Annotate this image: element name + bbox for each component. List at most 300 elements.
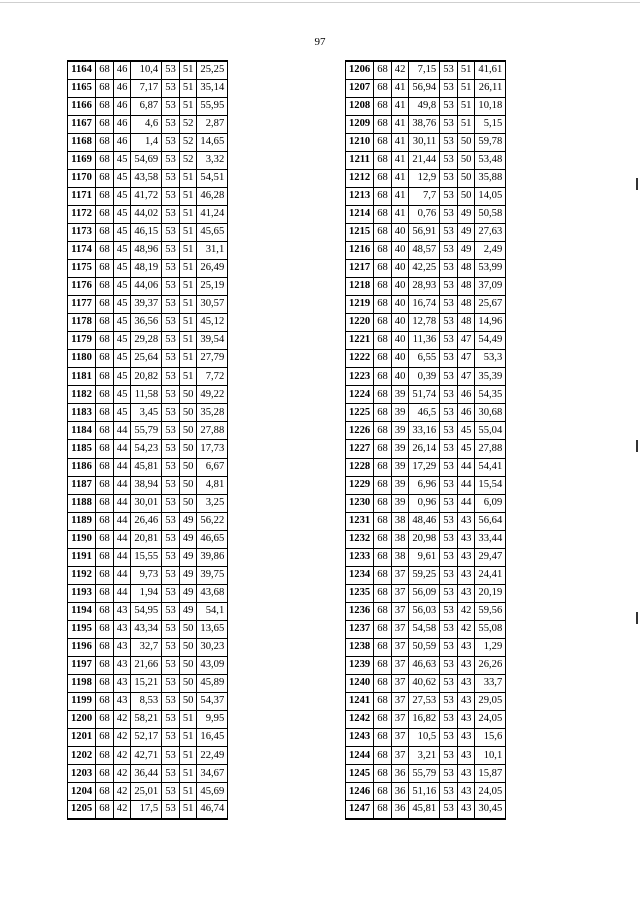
lat-minutes-cell: 44 xyxy=(113,566,131,584)
lon-minutes-cell: 51 xyxy=(179,350,197,368)
lon-degrees-cell: 53 xyxy=(440,729,458,747)
lon-degrees-cell: 53 xyxy=(440,801,458,819)
point-number-cell: 1192 xyxy=(68,566,96,584)
lon-seconds-cell: 53,3 xyxy=(475,350,506,368)
point-number-cell: 1228 xyxy=(346,458,374,476)
lon-degrees-cell: 53 xyxy=(440,187,458,205)
page-number: 97 xyxy=(314,36,326,48)
lon-seconds-cell: 39,75 xyxy=(197,566,228,584)
lat-seconds-cell: 56,09 xyxy=(409,584,440,602)
point-number-cell: 1183 xyxy=(68,404,96,422)
lat-degrees-cell: 68 xyxy=(374,260,392,278)
lat-minutes-cell: 43 xyxy=(113,602,131,620)
binding-mark xyxy=(636,440,638,452)
lat-minutes-cell: 42 xyxy=(113,801,131,819)
lon-minutes-cell: 48 xyxy=(457,278,475,296)
lon-minutes-cell: 50 xyxy=(457,187,475,205)
lat-seconds-cell: 3,45 xyxy=(131,404,162,422)
lon-minutes-cell: 43 xyxy=(457,783,475,801)
lon-seconds-cell: 24,41 xyxy=(475,566,506,584)
table-row xyxy=(346,97,506,115)
lat-seconds-cell: 1,94 xyxy=(131,584,162,602)
lon-degrees-cell: 53 xyxy=(440,169,458,187)
lat-minutes-cell: 36 xyxy=(391,783,409,801)
point-number-cell: 1190 xyxy=(68,530,96,548)
lon-seconds-cell: 9,95 xyxy=(197,711,228,729)
lat-seconds-cell: 16,74 xyxy=(409,296,440,314)
table-row xyxy=(68,241,228,259)
lat-seconds-cell: 12,78 xyxy=(409,314,440,332)
lat-seconds-cell: 43,34 xyxy=(131,620,162,638)
lat-minutes-cell: 41 xyxy=(391,79,409,97)
point-number-cell: 1203 xyxy=(68,765,96,783)
lat-seconds-cell: 48,57 xyxy=(409,241,440,259)
table-row xyxy=(346,241,506,259)
lat-seconds-cell: 45,81 xyxy=(409,801,440,819)
lon-degrees-cell: 53 xyxy=(440,97,458,115)
lon-degrees-cell: 53 xyxy=(162,476,180,494)
point-number-cell: 1169 xyxy=(68,151,96,169)
lat-degrees-cell: 68 xyxy=(96,260,114,278)
lat-degrees-cell: 68 xyxy=(96,404,114,422)
lon-seconds-cell: 4,81 xyxy=(197,476,228,494)
lat-degrees-cell: 68 xyxy=(374,620,392,638)
lat-seconds-cell: 46,5 xyxy=(409,404,440,422)
lat-seconds-cell: 44,02 xyxy=(131,205,162,223)
lat-minutes-cell: 37 xyxy=(391,620,409,638)
point-number-cell: 1168 xyxy=(68,133,96,151)
lon-seconds-cell: 26,26 xyxy=(475,657,506,675)
lon-seconds-cell: 46,74 xyxy=(197,801,228,819)
lat-seconds-cell: 4,6 xyxy=(131,115,162,133)
lon-seconds-cell: 33,7 xyxy=(475,675,506,693)
lon-seconds-cell: 27,88 xyxy=(475,440,506,458)
lon-degrees-cell: 53 xyxy=(440,205,458,223)
point-number-cell: 1207 xyxy=(346,79,374,97)
lat-seconds-cell: 54,95 xyxy=(131,602,162,620)
lat-minutes-cell: 46 xyxy=(113,115,131,133)
point-number-cell: 1174 xyxy=(68,241,96,259)
lon-seconds-cell: 15,87 xyxy=(475,765,506,783)
point-number-cell: 1184 xyxy=(68,422,96,440)
lon-seconds-cell: 10,18 xyxy=(475,97,506,115)
table-row xyxy=(346,79,506,97)
table-row xyxy=(346,458,506,476)
lat-degrees-cell: 68 xyxy=(374,278,392,296)
lon-minutes-cell: 43 xyxy=(457,693,475,711)
lat-minutes-cell: 45 xyxy=(113,350,131,368)
lon-minutes-cell: 52 xyxy=(179,133,197,151)
lat-seconds-cell: 8,53 xyxy=(131,693,162,711)
lat-degrees-cell: 68 xyxy=(374,783,392,801)
lat-seconds-cell: 32,7 xyxy=(131,639,162,657)
lat-seconds-cell: 10,4 xyxy=(131,61,162,79)
lon-minutes-cell: 51 xyxy=(179,97,197,115)
lat-seconds-cell: 29,28 xyxy=(131,332,162,350)
lat-minutes-cell: 41 xyxy=(391,187,409,205)
table-row xyxy=(68,801,228,819)
lon-degrees-cell: 53 xyxy=(162,115,180,133)
lat-degrees-cell: 68 xyxy=(374,314,392,332)
lat-minutes-cell: 40 xyxy=(391,314,409,332)
lat-minutes-cell: 41 xyxy=(391,97,409,115)
point-number-cell: 1199 xyxy=(68,693,96,711)
lat-degrees-cell: 68 xyxy=(374,350,392,368)
lat-degrees-cell: 68 xyxy=(374,151,392,169)
lon-seconds-cell: 14,65 xyxy=(197,133,228,151)
lat-degrees-cell: 68 xyxy=(96,223,114,241)
binding-mark xyxy=(636,612,638,624)
lon-seconds-cell: 29,05 xyxy=(475,693,506,711)
table-row xyxy=(68,422,228,440)
lat-degrees-cell: 68 xyxy=(374,296,392,314)
lon-degrees-cell: 53 xyxy=(440,584,458,602)
lon-degrees-cell: 53 xyxy=(162,241,180,259)
lat-minutes-cell: 45 xyxy=(113,404,131,422)
lon-degrees-cell: 53 xyxy=(162,386,180,404)
lon-seconds-cell: 59,78 xyxy=(475,133,506,151)
table-row xyxy=(68,494,228,512)
point-number-cell: 1221 xyxy=(346,332,374,350)
lat-minutes-cell: 44 xyxy=(113,584,131,602)
lon-minutes-cell: 51 xyxy=(179,314,197,332)
table-row xyxy=(346,440,506,458)
lat-minutes-cell: 44 xyxy=(113,512,131,530)
point-number-cell: 1193 xyxy=(68,584,96,602)
lon-degrees-cell: 53 xyxy=(440,530,458,548)
table-row xyxy=(346,205,506,223)
lat-seconds-cell: 30,01 xyxy=(131,494,162,512)
lon-seconds-cell: 15,54 xyxy=(475,476,506,494)
point-number-cell: 1239 xyxy=(346,657,374,675)
lon-degrees-cell: 53 xyxy=(440,566,458,584)
point-number-cell: 1235 xyxy=(346,584,374,602)
lat-minutes-cell: 37 xyxy=(391,657,409,675)
lon-seconds-cell: 55,08 xyxy=(475,620,506,638)
top-edge-rule xyxy=(0,2,640,3)
point-number-cell: 1189 xyxy=(68,512,96,530)
table-row xyxy=(346,368,506,386)
lon-seconds-cell: 13,65 xyxy=(197,620,228,638)
lon-minutes-cell: 42 xyxy=(457,602,475,620)
point-number-cell: 1216 xyxy=(346,241,374,259)
point-number-cell: 1167 xyxy=(68,115,96,133)
lat-seconds-cell: 7,17 xyxy=(131,79,162,97)
lon-minutes-cell: 45 xyxy=(457,422,475,440)
lon-seconds-cell: 54,1 xyxy=(197,602,228,620)
lon-degrees-cell: 53 xyxy=(440,332,458,350)
lon-seconds-cell: 6,09 xyxy=(475,494,506,512)
lat-degrees-cell: 68 xyxy=(96,657,114,675)
point-number-cell: 1173 xyxy=(68,223,96,241)
lat-degrees-cell: 68 xyxy=(374,657,392,675)
lat-seconds-cell: 58,21 xyxy=(131,711,162,729)
table-row xyxy=(346,296,506,314)
point-number-cell: 1180 xyxy=(68,350,96,368)
point-number-cell: 1166 xyxy=(68,97,96,115)
lat-minutes-cell: 37 xyxy=(391,747,409,765)
lon-seconds-cell: 14,96 xyxy=(475,314,506,332)
lon-degrees-cell: 53 xyxy=(162,801,180,819)
lat-minutes-cell: 43 xyxy=(113,657,131,675)
lon-minutes-cell: 51 xyxy=(179,205,197,223)
lon-seconds-cell: 26,11 xyxy=(475,79,506,97)
lat-degrees-cell: 68 xyxy=(96,584,114,602)
table-row xyxy=(68,440,228,458)
lon-degrees-cell: 53 xyxy=(162,584,180,602)
lat-seconds-cell: 7,15 xyxy=(409,61,440,79)
point-number-cell: 1179 xyxy=(68,332,96,350)
lon-seconds-cell: 16,45 xyxy=(197,729,228,747)
table-row xyxy=(346,801,506,819)
point-number-cell: 1188 xyxy=(68,494,96,512)
lon-minutes-cell: 49 xyxy=(457,205,475,223)
point-number-cell: 1204 xyxy=(68,783,96,801)
point-number-cell: 1227 xyxy=(346,440,374,458)
lat-minutes-cell: 40 xyxy=(391,241,409,259)
lat-seconds-cell: 21,66 xyxy=(131,657,162,675)
lon-minutes-cell: 51 xyxy=(179,169,197,187)
lon-minutes-cell: 50 xyxy=(179,476,197,494)
lon-degrees-cell: 53 xyxy=(440,314,458,332)
table-row xyxy=(68,729,228,747)
lat-seconds-cell: 1,4 xyxy=(131,133,162,151)
lat-minutes-cell: 39 xyxy=(391,422,409,440)
lon-degrees-cell: 53 xyxy=(440,368,458,386)
lon-minutes-cell: 51 xyxy=(179,332,197,350)
point-number-cell: 1177 xyxy=(68,296,96,314)
table-row xyxy=(68,79,228,97)
point-number-cell: 1224 xyxy=(346,386,374,404)
point-number-cell: 1171 xyxy=(68,187,96,205)
lon-minutes-cell: 50 xyxy=(179,620,197,638)
point-number-cell: 1170 xyxy=(68,169,96,187)
lon-seconds-cell: 35,88 xyxy=(475,169,506,187)
point-number-cell: 1209 xyxy=(346,115,374,133)
lat-seconds-cell: 49,8 xyxy=(409,97,440,115)
point-number-cell: 1195 xyxy=(68,620,96,638)
point-number-cell: 1165 xyxy=(68,79,96,97)
lon-seconds-cell: 35,28 xyxy=(197,404,228,422)
lon-minutes-cell: 50 xyxy=(179,440,197,458)
lat-seconds-cell: 21,44 xyxy=(409,151,440,169)
lat-degrees-cell: 68 xyxy=(374,747,392,765)
lat-degrees-cell: 68 xyxy=(96,747,114,765)
lat-minutes-cell: 45 xyxy=(113,223,131,241)
lon-degrees-cell: 53 xyxy=(162,783,180,801)
lat-degrees-cell: 68 xyxy=(96,314,114,332)
lat-degrees-cell: 68 xyxy=(374,404,392,422)
lon-minutes-cell: 47 xyxy=(457,368,475,386)
lon-minutes-cell: 43 xyxy=(457,657,475,675)
table-row xyxy=(346,61,506,79)
lon-seconds-cell: 43,09 xyxy=(197,657,228,675)
lat-minutes-cell: 41 xyxy=(391,205,409,223)
lon-minutes-cell: 51 xyxy=(179,223,197,241)
table-row xyxy=(346,115,506,133)
lon-minutes-cell: 50 xyxy=(457,151,475,169)
lat-minutes-cell: 39 xyxy=(391,386,409,404)
point-number-cell: 1205 xyxy=(68,801,96,819)
table-row xyxy=(68,386,228,404)
point-number-cell: 1237 xyxy=(346,620,374,638)
lat-minutes-cell: 38 xyxy=(391,548,409,566)
lat-seconds-cell: 0,39 xyxy=(409,368,440,386)
lon-degrees-cell: 53 xyxy=(440,296,458,314)
lon-seconds-cell: 46,65 xyxy=(197,530,228,548)
lat-minutes-cell: 37 xyxy=(391,711,409,729)
lon-degrees-cell: 53 xyxy=(440,675,458,693)
point-number-cell: 1181 xyxy=(68,368,96,386)
lon-seconds-cell: 30,57 xyxy=(197,296,228,314)
lat-seconds-cell: 28,93 xyxy=(409,278,440,296)
lat-minutes-cell: 37 xyxy=(391,602,409,620)
lon-seconds-cell: 25,19 xyxy=(197,278,228,296)
lon-degrees-cell: 53 xyxy=(162,314,180,332)
lat-seconds-cell: 56,91 xyxy=(409,223,440,241)
lon-seconds-cell: 55,04 xyxy=(475,422,506,440)
lat-degrees-cell: 68 xyxy=(96,296,114,314)
lat-minutes-cell: 39 xyxy=(391,440,409,458)
point-number-cell: 1200 xyxy=(68,711,96,729)
lat-degrees-cell: 68 xyxy=(96,205,114,223)
lat-seconds-cell: 36,44 xyxy=(131,765,162,783)
lon-seconds-cell: 31,1 xyxy=(197,241,228,259)
lon-degrees-cell: 53 xyxy=(162,368,180,386)
lat-degrees-cell: 68 xyxy=(96,61,114,79)
point-number-cell: 1234 xyxy=(346,566,374,584)
lat-degrees-cell: 68 xyxy=(96,97,114,115)
lat-seconds-cell: 51,74 xyxy=(409,386,440,404)
lat-degrees-cell: 68 xyxy=(374,440,392,458)
table-row xyxy=(68,133,228,151)
lat-degrees-cell: 68 xyxy=(96,639,114,657)
lat-seconds-cell: 59,25 xyxy=(409,566,440,584)
lat-seconds-cell: 56,94 xyxy=(409,79,440,97)
lat-degrees-cell: 68 xyxy=(374,512,392,530)
lon-seconds-cell: 2,87 xyxy=(197,115,228,133)
lon-minutes-cell: 49 xyxy=(179,548,197,566)
lat-seconds-cell: 39,37 xyxy=(131,296,162,314)
point-number-cell: 1236 xyxy=(346,602,374,620)
point-number-cell: 1178 xyxy=(68,314,96,332)
lon-minutes-cell: 49 xyxy=(179,530,197,548)
lon-degrees-cell: 53 xyxy=(162,61,180,79)
table-row xyxy=(68,747,228,765)
coordinates-table-right xyxy=(345,60,506,820)
table-row xyxy=(68,368,228,386)
lat-minutes-cell: 40 xyxy=(391,350,409,368)
lon-minutes-cell: 51 xyxy=(179,260,197,278)
table-row xyxy=(68,476,228,494)
table-row xyxy=(346,693,506,711)
lon-seconds-cell: 53,99 xyxy=(475,260,506,278)
lon-minutes-cell: 50 xyxy=(457,133,475,151)
lat-minutes-cell: 46 xyxy=(113,61,131,79)
lat-degrees-cell: 68 xyxy=(374,115,392,133)
point-number-cell: 1246 xyxy=(346,783,374,801)
lat-degrees-cell: 68 xyxy=(374,169,392,187)
lat-minutes-cell: 43 xyxy=(113,639,131,657)
lon-degrees-cell: 53 xyxy=(440,602,458,620)
lat-degrees-cell: 68 xyxy=(374,530,392,548)
lon-minutes-cell: 48 xyxy=(457,296,475,314)
lat-degrees-cell: 68 xyxy=(374,729,392,747)
lon-minutes-cell: 51 xyxy=(179,747,197,765)
lon-seconds-cell: 35,14 xyxy=(197,79,228,97)
table-row xyxy=(346,548,506,566)
lat-minutes-cell: 45 xyxy=(113,368,131,386)
lat-seconds-cell: 11,58 xyxy=(131,386,162,404)
point-number-cell: 1223 xyxy=(346,368,374,386)
lon-minutes-cell: 43 xyxy=(457,512,475,530)
table-row xyxy=(68,97,228,115)
table-row xyxy=(68,260,228,278)
lat-seconds-cell: 16,82 xyxy=(409,711,440,729)
lat-minutes-cell: 43 xyxy=(113,675,131,693)
lon-degrees-cell: 53 xyxy=(440,711,458,729)
lon-degrees-cell: 53 xyxy=(440,350,458,368)
lat-degrees-cell: 68 xyxy=(96,368,114,386)
lat-seconds-cell: 43,58 xyxy=(131,169,162,187)
lon-minutes-cell: 51 xyxy=(179,783,197,801)
lat-degrees-cell: 68 xyxy=(374,801,392,819)
lon-minutes-cell: 43 xyxy=(457,747,475,765)
lon-degrees-cell: 53 xyxy=(440,747,458,765)
table-row xyxy=(68,530,228,548)
lon-seconds-cell: 49,22 xyxy=(197,386,228,404)
lat-seconds-cell: 12,9 xyxy=(409,169,440,187)
lon-minutes-cell: 50 xyxy=(179,404,197,422)
point-number-cell: 1240 xyxy=(346,675,374,693)
lon-degrees-cell: 53 xyxy=(162,223,180,241)
table-row xyxy=(68,783,228,801)
lon-degrees-cell: 53 xyxy=(440,494,458,512)
lon-seconds-cell: 56,64 xyxy=(475,512,506,530)
point-number-cell: 1175 xyxy=(68,260,96,278)
table-row xyxy=(346,151,506,169)
lat-minutes-cell: 44 xyxy=(113,548,131,566)
lon-seconds-cell: 14,05 xyxy=(475,187,506,205)
lat-degrees-cell: 68 xyxy=(374,368,392,386)
lon-minutes-cell: 50 xyxy=(179,657,197,675)
lat-seconds-cell: 17,29 xyxy=(409,458,440,476)
point-number-cell: 1213 xyxy=(346,187,374,205)
lon-minutes-cell: 51 xyxy=(179,241,197,259)
lon-seconds-cell: 41,61 xyxy=(475,61,506,79)
point-number-cell: 1242 xyxy=(346,711,374,729)
lon-minutes-cell: 43 xyxy=(457,639,475,657)
lat-degrees-cell: 68 xyxy=(374,602,392,620)
lat-seconds-cell: 9,73 xyxy=(131,566,162,584)
point-number-cell: 1229 xyxy=(346,476,374,494)
lat-degrees-cell: 68 xyxy=(374,97,392,115)
lat-degrees-cell: 68 xyxy=(96,79,114,97)
lon-degrees-cell: 53 xyxy=(162,711,180,729)
lon-degrees-cell: 53 xyxy=(440,440,458,458)
lat-degrees-cell: 68 xyxy=(96,620,114,638)
lat-seconds-cell: 38,94 xyxy=(131,476,162,494)
lon-degrees-cell: 53 xyxy=(440,278,458,296)
point-number-cell: 1211 xyxy=(346,151,374,169)
lat-degrees-cell: 68 xyxy=(96,386,114,404)
lat-seconds-cell: 6,55 xyxy=(409,350,440,368)
lat-seconds-cell: 0,76 xyxy=(409,205,440,223)
lat-minutes-cell: 45 xyxy=(113,332,131,350)
point-number-cell: 1218 xyxy=(346,278,374,296)
lat-seconds-cell: 41,72 xyxy=(131,187,162,205)
lon-degrees-cell: 53 xyxy=(440,476,458,494)
